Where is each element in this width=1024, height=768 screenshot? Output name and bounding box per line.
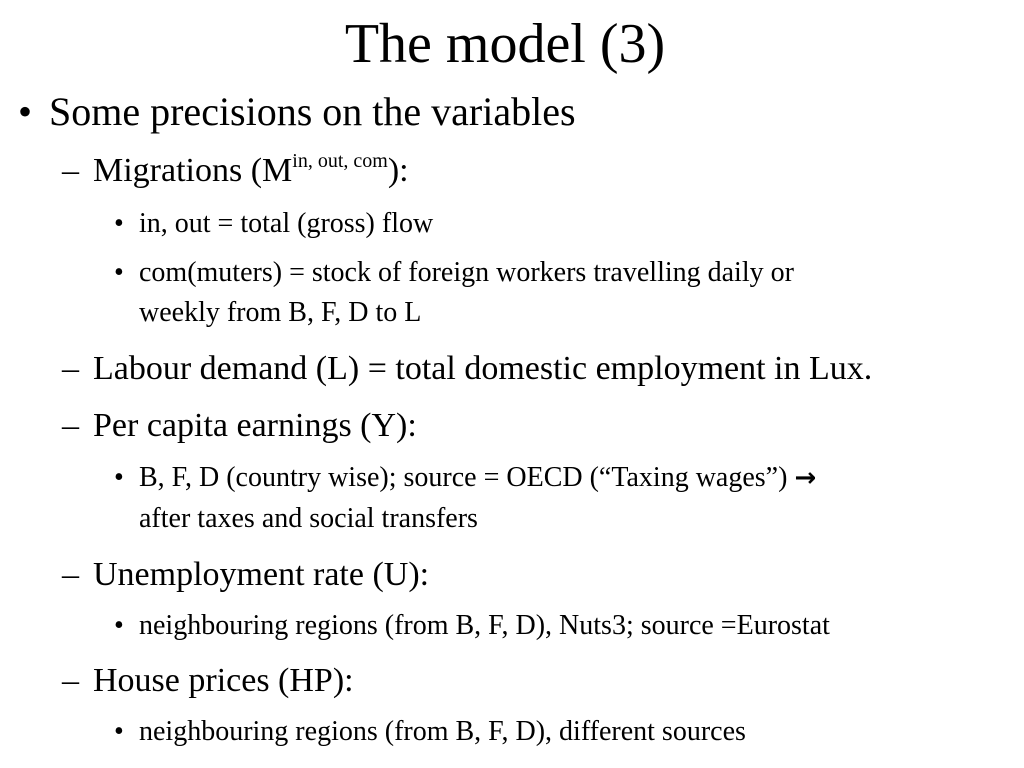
migrations-label [93,152,409,190]
earnings-source-text: B, F, D (country wise); source = OECD (“Taxing wages”) [139,462,788,493]
dash-marker: – [62,556,79,593]
point-text: in, out = total (gross) flow [139,208,434,239]
bullet-marker: • [114,208,124,239]
point-text [139,462,816,494]
bullet-marker: • [18,89,33,134]
arrow-right-icon: → [794,463,817,493]
dash-marker: – [62,407,79,444]
point-text: com(muters) = stock of foreign workers travelling daily or [139,257,794,288]
migrations-label-superscript: in, out, com [292,150,388,172]
dash-marker: – [62,152,79,189]
house-prices-label: House prices (HP): [93,662,354,699]
heading-text: Some precisions on the variables [49,89,576,134]
dash-marker: – [62,662,79,699]
migrations-label-main: Migrations (M [93,152,293,189]
migrations-label-end: ): [387,152,409,189]
unemployment-label: Unemployment rate (U): [93,556,430,593]
point-commuters-continued: weekly from B, F, D to L [139,297,422,328]
labour-demand-label: Labour demand (L) = total domestic employment in Lux. [93,350,873,387]
point-earnings-continued: after taxes and social transfers [139,503,478,534]
bullet-marker: • [114,257,124,288]
bullet-marker: • [114,462,124,493]
dash-marker: – [62,350,79,387]
point-text: neighbouring regions (from B, F, D), different sources [139,716,746,747]
bullet-marker: • [114,610,124,641]
point-text: neighbouring regions (from B, F, D), Nuts3; source =Eurostat [139,610,830,641]
earnings-label: Per capita earnings (Y): [93,407,417,444]
slide-title: The model (3) [344,13,666,75]
bullet-marker: • [114,716,124,747]
